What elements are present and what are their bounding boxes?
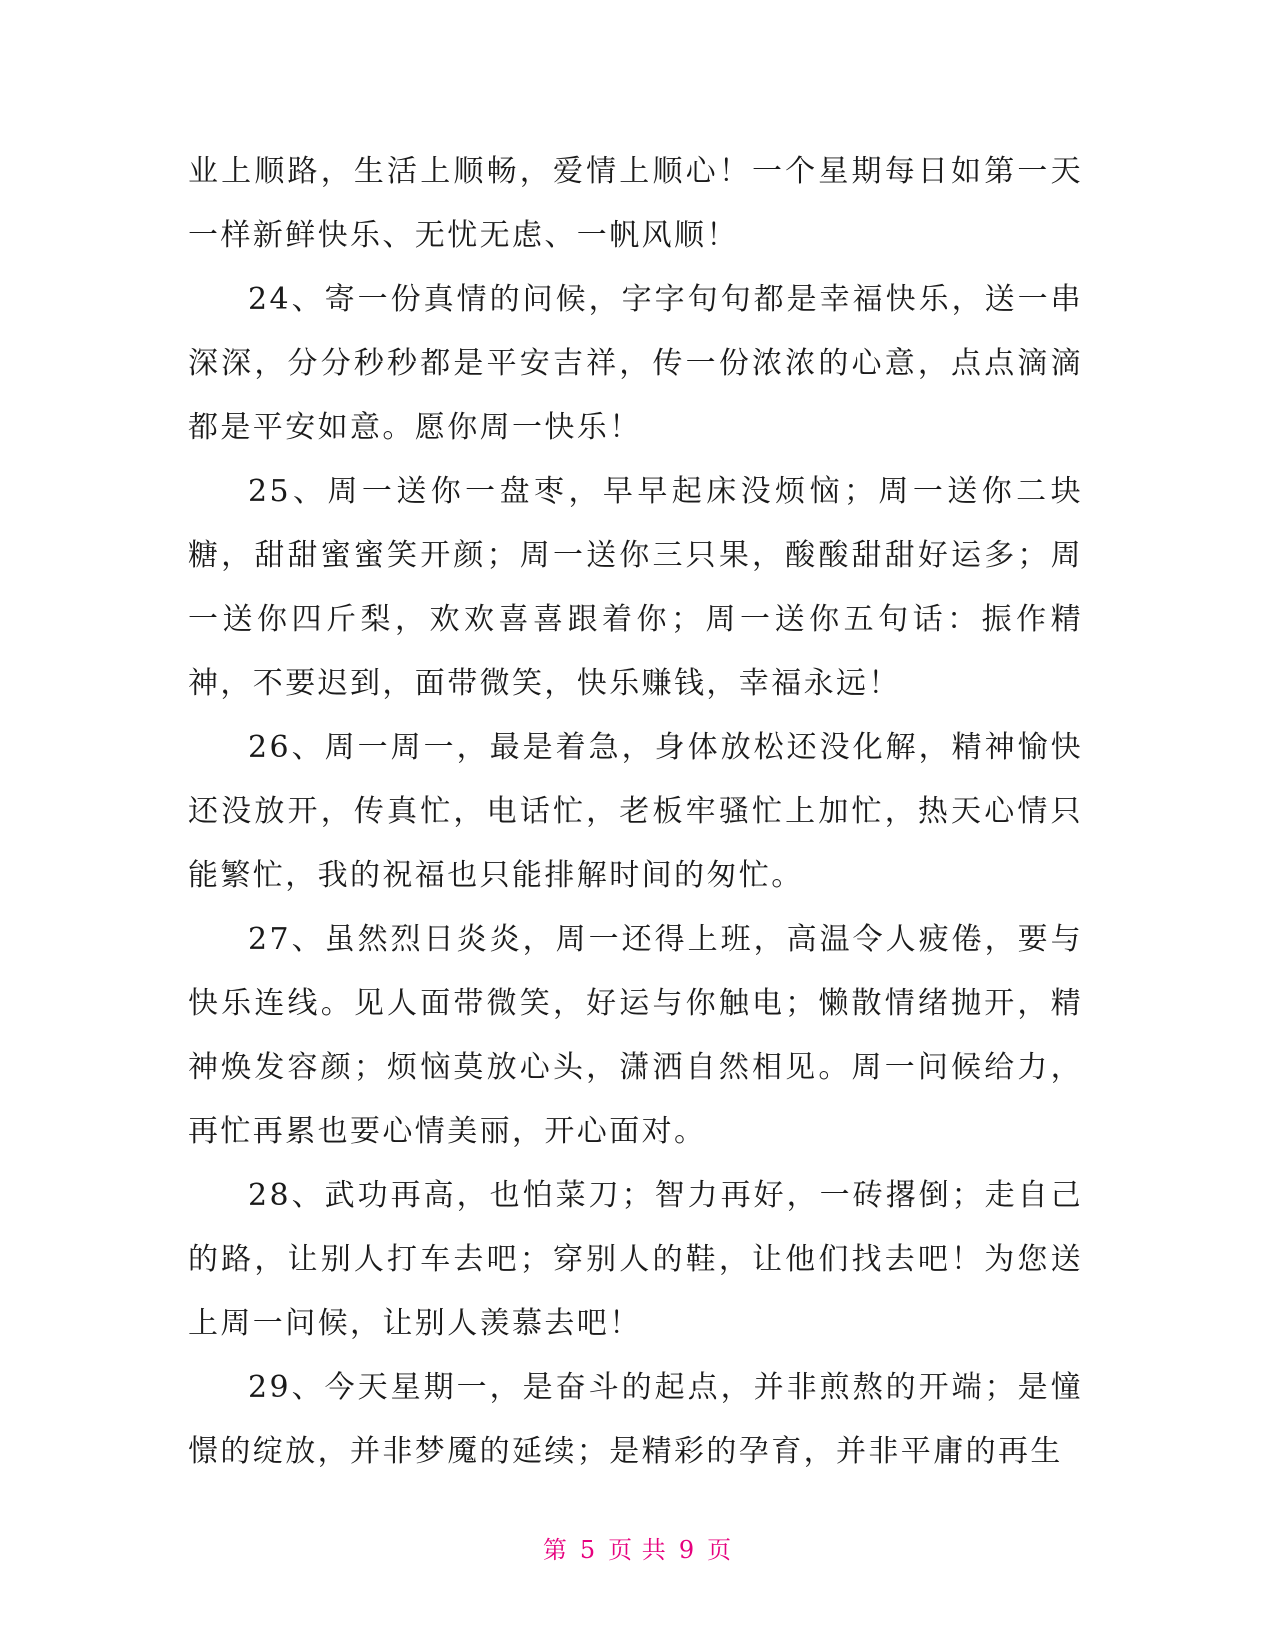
paragraph-continuation: 业上顺路，生活上顺畅，爱情上顺心！一个星期每日如第一天一样新鲜快乐、无忧无虑、一帆风顺！ — [188, 154, 1083, 253]
paragraph-29: 29、今天星期一，是奋斗的起点，并非煎熬的开端；是憧憬的绽放，并非梦魇的延续；是精彩的孕育，并非平庸的再生 — [188, 1370, 1083, 1469]
paragraph-25: 25、周一送你一盘枣，早早起床没烦恼；周一送你二块糖，甜甜蜜蜜笑开颜；周一送你三只果，酸酸甜甜好运多；周一送你四斤梨，欢欢喜喜跟着你；周一送你五句话：振作精神，不要迟到，面带微笑，快乐赚钱，幸福永远！ — [188, 474, 1083, 701]
footer-suffix: 页 — [707, 1536, 733, 1564]
paragraph-24: 24、寄一份真情的问候，字字句句都是幸福快乐，送一串深深，分分秒秒都是平安吉祥，传一份浓浓的心意，点点滴滴都是平安如意。愿你周一快乐！ — [188, 282, 1083, 445]
footer-prefix: 第 — [542, 1536, 568, 1564]
footer-current-page: 5 — [579, 1536, 597, 1564]
footer-total-pages: 9 — [678, 1536, 696, 1564]
page-footer — [0, 1530, 1275, 1565]
footer-middle: 页 共 — [608, 1536, 667, 1564]
paragraph-26: 26、周一周一，最是着急，身体放松还没化解，精神愉快还没放开，传真忙，电话忙，老板牢骚忙上加忙，热天心情只能繁忙，我的祝福也只能排解时间的匆忙。 — [188, 730, 1083, 893]
paragraph-28: 28、武功再高，也怕菜刀；智力再好，一砖撂倒；走自己的路，让别人打车去吧；穿别人的鞋，让他们找去吧！为您送上周一问候，让别人羡慕去吧！ — [188, 1178, 1083, 1341]
paragraph-27: 27、虽然烈日炎炎，周一还得上班，高温令人疲倦，要与快乐连线。见人面带微笑，好运与你触电；懒散情绪抛开，精神焕发容颜；烦恼莫放心头，潇洒自然相见。周一问候给力，再忙再累也要心情美丽，开心面对。 — [188, 922, 1083, 1149]
body-text — [188, 140, 1083, 1484]
